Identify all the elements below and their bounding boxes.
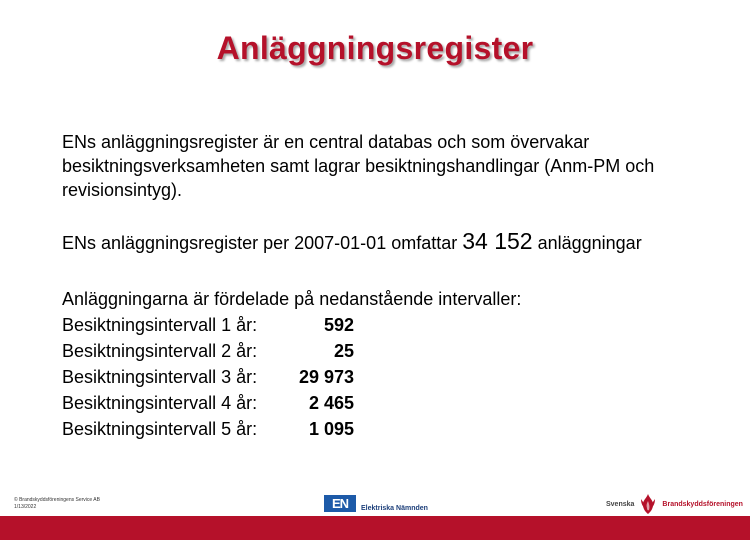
intro-paragraph: ENs anläggningsregister är en central databas och som övervakar besiktningsverksamheten samt lagrar besiktningshandlingar (Anm-PM och revisionsintyg).	[62, 132, 655, 200]
facility-count: 34 152	[462, 228, 533, 254]
slide-title: Anläggningsregister	[216, 30, 534, 66]
copyright-text: © Brandskyddsföreningens Service AB	[14, 497, 100, 503]
interval-row	[62, 364, 354, 390]
count-suffix: anläggningar	[532, 233, 642, 253]
interval-value: 2 465	[308, 392, 354, 413]
en-logo-mark: EN	[324, 495, 356, 512]
bottom-bar	[0, 516, 750, 540]
interval-value: 592	[323, 314, 354, 335]
interval-row	[62, 390, 354, 416]
interval-label: Besiktningsintervall 5 år:	[62, 418, 258, 439]
en-logo-text: Elektriska Nämnden	[361, 505, 428, 512]
flame-icon	[637, 493, 659, 515]
interval-label: Besiktningsintervall 3 år:	[62, 366, 258, 387]
interval-row	[62, 312, 354, 338]
interval-row	[62, 416, 354, 442]
brandskydd-logo-left: Svenska	[606, 500, 635, 508]
interval-label: Besiktningsintervall 2 år:	[62, 340, 258, 361]
intervals-table	[62, 312, 354, 442]
footer-date: 1/13/2022	[14, 504, 37, 510]
interval-row	[62, 338, 354, 364]
interval-label: Besiktningsintervall 4 år:	[62, 392, 258, 413]
count-prefix: ENs anläggningsregister per 2007-01-01 omfattar	[62, 233, 463, 253]
count-paragraph	[62, 229, 732, 255]
interval-value: 1 095	[308, 418, 354, 439]
brandskydd-logo	[606, 493, 743, 515]
en-logo	[324, 495, 428, 512]
footer-copyright	[14, 497, 100, 511]
intervals-intro: Anläggningarna är fördelade på nedanstående intervaller:	[62, 289, 522, 309]
interval-label: Besiktningsintervall 1 år:	[62, 314, 258, 335]
interval-value: 25	[333, 340, 354, 361]
interval-value: 29 973	[298, 366, 354, 387]
brandskydd-logo-right: Brandskyddsföreningen	[662, 500, 743, 508]
